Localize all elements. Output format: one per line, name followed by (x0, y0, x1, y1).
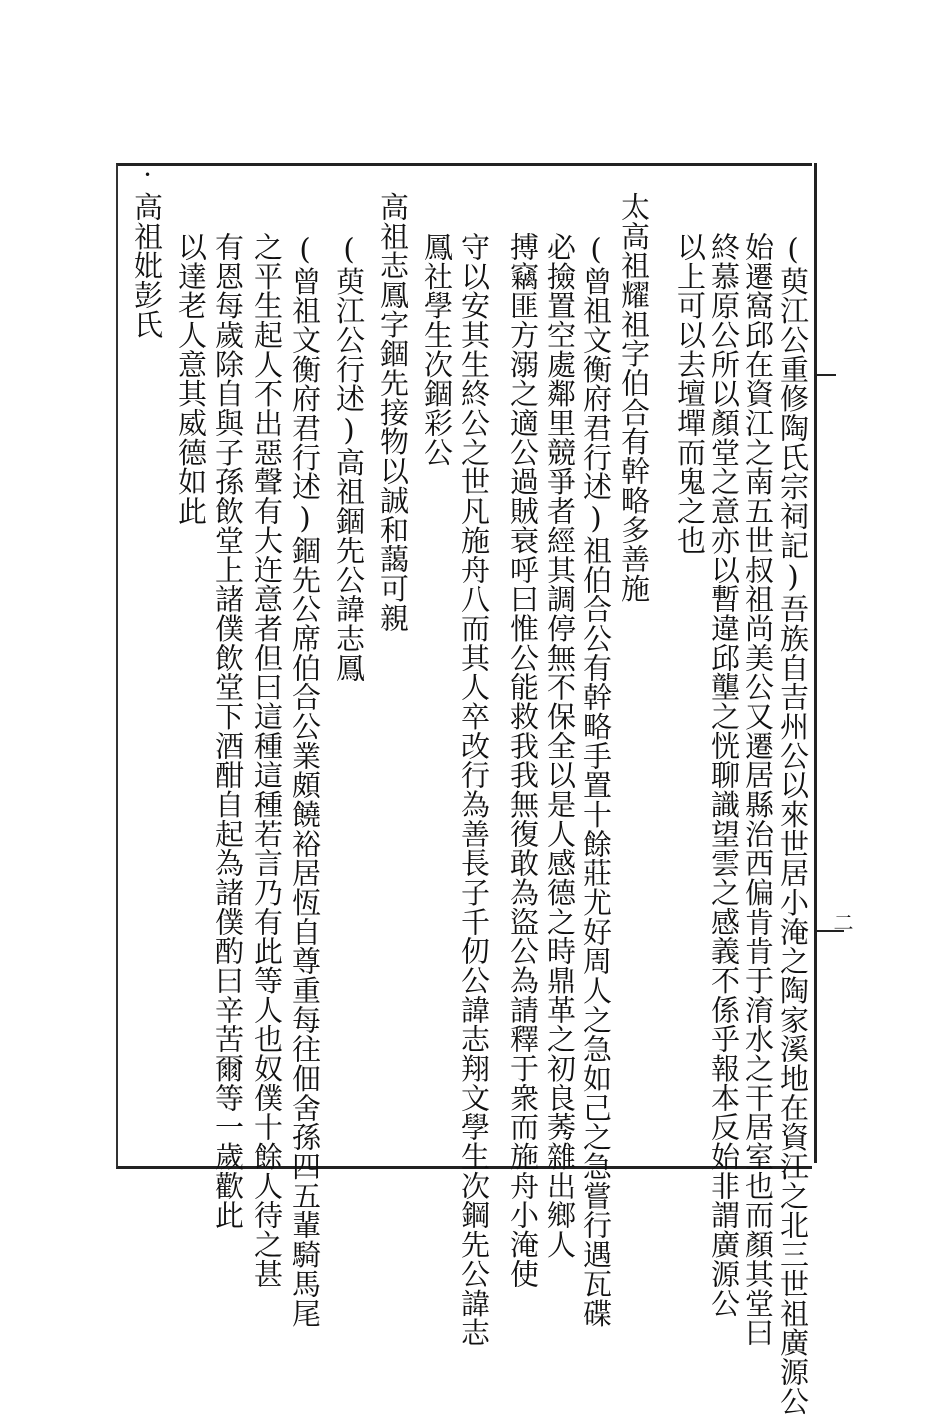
text-column-4: 以上可以去壇墠而鬼之也 (673, 232, 707, 555)
margin-page-mark: 二 (830, 912, 854, 932)
right-margin-rule (814, 163, 817, 1163)
text-column-8: 搏竊匪方溺之適公過賊衰呼曰惟公能救我我無復敢為盜公為請釋于衆而施舟小淹使 (506, 232, 540, 1289)
text-column-14: 之平生起人不出惡聲有大迕意者但曰這種這種若言乃有此等人也奴僕十餘人待之甚 (250, 232, 284, 1289)
text-column-15: 有恩每歲除自與子孫飲堂上諸僕飲堂下酒酣自起為諸僕酌曰辛苦爾等一歲歡此 (211, 232, 245, 1230)
margin-tab-upper (816, 374, 836, 376)
text-column-12: (萸江公行述)高祖錮先公諱志鳳 (332, 232, 366, 683)
text-column-10: 鳳社學生次錮彩公 (420, 232, 454, 467)
text-column-7: 必撿置空處鄰里競爭者經其調停無不保全以是人感德之時鼎革之初良莠雜出鄉人 (543, 232, 577, 1259)
text-column-1: (萸江公重修陶氏宗祠記)吾族自吉州公以來世居小淹之陶家溪地在資江之北三世祖廣源公 (776, 232, 810, 1416)
text-column-3: 終慕原公所以顏堂之意亦以暫違邱壟之恍聊識望雲之感義不係乎報本反始非謂廣源公 (707, 232, 741, 1318)
text-column-13: (曾祖文衡府君行述)錮先公席伯合公業頗饒裕居恆自尊重每往佃舍孫四五輩騎馬尾 (288, 232, 322, 1328)
text-column-17: 高祖妣彭氏 (130, 192, 164, 339)
text-column-5: 太高祖耀祖字伯合有幹略多善施 (617, 192, 651, 603)
text-column-2: 始遷窩邱在資江之南五世叔祖尚美公又遷居縣治西偏肯肯于淯水之干居室也而顏其堂曰 (741, 232, 775, 1347)
text-column-9: 守以安其生終公之世凡施舟八而其人卒改行為善長子千仞公諱志翔文學生次鋼先公諱志 (457, 232, 491, 1347)
text-column-16: 以達老人意其威德如此 (174, 232, 208, 526)
text-column-11: 高祖志鳳字錮先接物以誠和藹可親 (376, 192, 410, 633)
corner-mark: • (144, 168, 152, 182)
text-column-6: (曾祖文衡府君行述)祖伯合公有幹略手置十餘莊尤好周人之急如己之急嘗行遇瓦碟 (579, 232, 613, 1328)
